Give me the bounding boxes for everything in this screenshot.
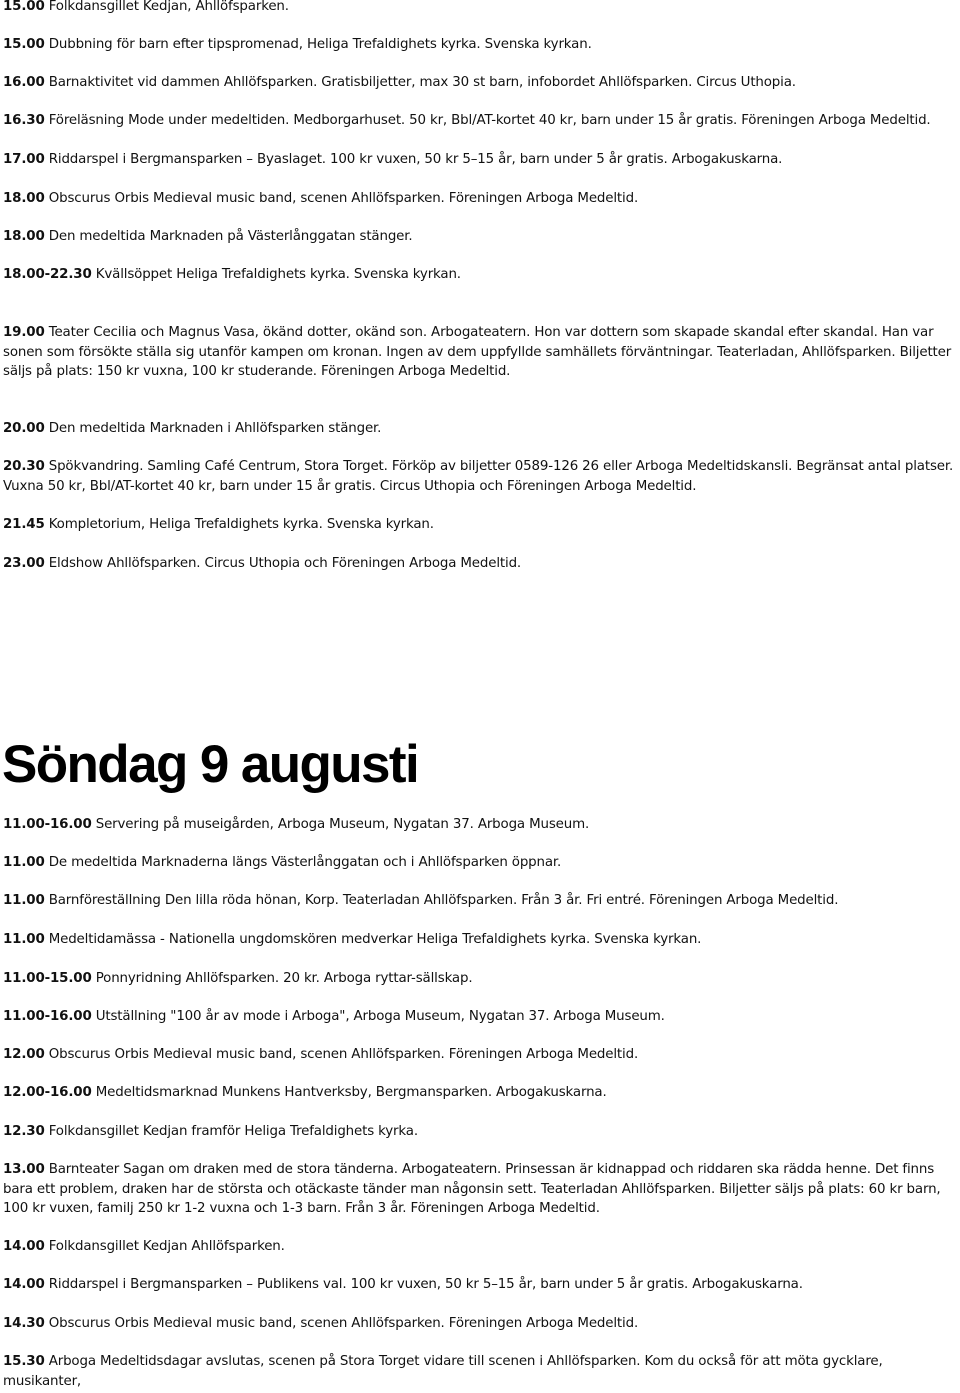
event-description: Teater Cecilia och Magnus Vasa, ökänd dotter, okänd son. Arbogateatern. Hon var dottern som skapade skandal efter skandal. Han var sonen som försökte ställa sig utanför kampen om kronan. Ingen av dem uppfyllde samhällets förväntningar. Teaterladan, Ahllöfsparken. Biljetter säljs på plats: 150 kr vuxna, 100 kr studerande. Föreningen Arboga Medeltid. [3, 325, 952, 379]
event-description: Barnaktivitet vid dammen Ahllöfsparken. Gratisbiljetter, max 30 st barn, infobordet Ahllöfsparken. Circus Uthopia. [44, 75, 796, 90]
event-time: 13.00 [3, 1162, 45, 1177]
event-time: 11.00-16.00 [3, 1009, 92, 1024]
event-time: 11.00 [3, 932, 45, 947]
event-description: Kvällsöppet Heliga Trefaldighets kyrka. Svenska kyrkan. [91, 267, 461, 282]
event-description: Föreläsning Mode under medeltiden. Medborgarhuset. 50 kr, Bbl/AT-kortet 40 kr, barn under 15 år gratis. Föreningen Arboga Medeltid. [44, 113, 931, 128]
event-time: 12.00 [3, 1047, 45, 1062]
event-entry [3, 150, 955, 170]
event-entry [3, 815, 955, 835]
event-entry [3, 853, 955, 873]
event-description: Dubbning för barn efter tipspromenad, Heliga Trefaldighets kyrka. Svenska kyrkan. [44, 37, 592, 52]
event-entry [3, 1352, 955, 1391]
event-description: Obscurus Orbis Medieval music band, scenen Ahllöfsparken. Föreningen Arboga Medeltid. [44, 1316, 639, 1331]
event-entry [3, 554, 955, 574]
event-description: Folkdansgillet Kedjan framför Heliga Trefaldighets kyrka. [44, 1124, 418, 1139]
event-time: 17.00 [3, 152, 45, 167]
event-entry [3, 1160, 955, 1219]
event-time: 11.00-15.00 [3, 971, 92, 986]
event-time: 20.30 [3, 459, 45, 474]
event-description: Ponnyridning Ahllöfsparken. 20 kr. Arboga ryttar-sällskap. [91, 971, 473, 986]
event-time: 15.00 [3, 37, 45, 52]
event-time: 14.30 [3, 1316, 45, 1331]
event-entry [3, 73, 955, 93]
event-entry [3, 457, 955, 496]
event-description: Folkdansgillet Kedjan, Ahllöfsparken. [44, 0, 289, 14]
event-time: 11.00 [3, 893, 45, 908]
event-entry [3, 111, 955, 131]
event-description: Obscurus Orbis Medieval music band, scenen Ahllöfsparken. Föreningen Arboga Medeltid. [44, 1047, 639, 1062]
event-entry [3, 227, 955, 247]
event-time: 23.00 [3, 556, 45, 571]
event-description: Folkdansgillet Kedjan Ahllöfsparken. [44, 1239, 285, 1254]
event-description: Riddarspel i Bergmansparken – Byaslaget. 100 kr vuxen, 50 kr 5–15 år, barn under 5 år gratis. Arbogakuskarna. [44, 152, 783, 167]
event-time: 15.30 [3, 1354, 45, 1369]
event-time: 15.00 [3, 0, 45, 14]
event-description: Utställning "100 år av mode i Arboga", Arboga Museum, Nygatan 37. Arboga Museum. [91, 1009, 665, 1024]
event-time: 12.00-16.00 [3, 1085, 92, 1100]
event-time: 14.00 [3, 1239, 45, 1254]
event-description: Riddarspel i Bergmansparken – Publikens val. 100 kr vuxen, 50 kr 5–15 år, barn under 5 år gratis. Arbogakuskarna. [44, 1277, 803, 1292]
event-description: Barnteater Sagan om draken med de stora tänderna. Arbogateatern. Prinsessan är kidnappad och riddaren ska rädda henne. Det finns bara ett problem, draken har de största och otäckaste tänder man någonsin sett. Teaterladan Ahllöfsparken. Biljetter säljs på plats: 60 kr barn, 100 kr vuxen, familj 250 kr 1-2 vuxna och 1-3 barn. Från 3 år. Föreningen Arboga Medeltid. [3, 1162, 941, 1216]
event-description: Barnföreställning Den lilla röda hönan, Korp. Teaterladan Ahllöfsparken. Från 3 år. Fri entré. Föreningen Arboga Medeltid. [44, 893, 839, 908]
event-description: Medeltidamässa - Nationella ungdomskören medverkar Heliga Trefaldighets kyrka. Svenska kyrkan. [44, 932, 702, 947]
event-time: 11.00 [3, 855, 45, 870]
event-time: 14.00 [3, 1277, 45, 1292]
event-time: 18.00-22.30 [3, 267, 92, 282]
event-time: 18.00 [3, 229, 45, 244]
event-entry [3, 189, 955, 209]
event-entry [3, 1237, 955, 1257]
event-description: Medeltidsmarknad Munkens Hantverksby, Bergmansparken. Arbogakuskarna. [91, 1085, 607, 1100]
event-time: 12.30 [3, 1124, 45, 1139]
event-entry [3, 323, 955, 382]
event-description: Den medeltida Marknaden på Västerlånggatan stänger. [44, 229, 413, 244]
event-entry [3, 0, 955, 17]
event-entry [3, 1045, 955, 1065]
event-entry [3, 1275, 955, 1295]
event-entry [3, 1007, 955, 1027]
event-description: Arboga Medeltidsdagar avslutas, scenen på Stora Torget vidare till scenen i Ahllöfsparken. Kom du också för att möta gycklare, musikanter, [3, 1354, 883, 1389]
event-entry [3, 930, 955, 950]
event-entry [3, 265, 955, 285]
event-time: 16.30 [3, 113, 45, 128]
event-time: 19.00 [3, 325, 45, 340]
event-description: Den medeltida Marknaden i Ahllöfsparken stänger. [44, 421, 382, 436]
event-entry [3, 1083, 955, 1103]
event-entry [3, 35, 955, 55]
event-description: Spökvandring. Samling Café Centrum, Stora Torget. Förköp av biljetter 0589-126 26 eller Arboga Medeltidskansli. Begränsat antal platser. Vuxna 50 kr, Bbl/AT-kortet 40 kr, barn under 15 år gratis. Circus Uthopia och Föreningen Arboga Medeltid. [3, 459, 954, 494]
day-heading: Söndag 9 augusti [2, 735, 419, 794]
event-entry [3, 1122, 955, 1142]
event-description: Servering på museigården, Arboga Museum, Nygatan 37. Arboga Museum. [91, 817, 590, 832]
event-time: 11.00-16.00 [3, 817, 92, 832]
event-description: Obscurus Orbis Medieval music band, scenen Ahllöfsparken. Föreningen Arboga Medeltid. [44, 191, 639, 206]
event-time: 18.00 [3, 191, 45, 206]
event-entry [3, 891, 955, 911]
event-time: 20.00 [3, 421, 45, 436]
event-entry [3, 1314, 955, 1334]
event-entry [3, 419, 955, 439]
event-entry [3, 969, 955, 989]
event-time: 16.00 [3, 75, 45, 90]
event-description: Kompletorium, Heliga Trefaldighets kyrka. Svenska kyrkan. [44, 517, 434, 532]
event-entry [3, 515, 955, 535]
event-time: 21.45 [3, 517, 45, 532]
event-description: Eldshow Ahllöfsparken. Circus Uthopia och Föreningen Arboga Medeltid. [44, 556, 522, 571]
event-description: De medeltida Marknaderna längs Västerlånggatan och i Ahllöfsparken öppnar. [44, 855, 562, 870]
